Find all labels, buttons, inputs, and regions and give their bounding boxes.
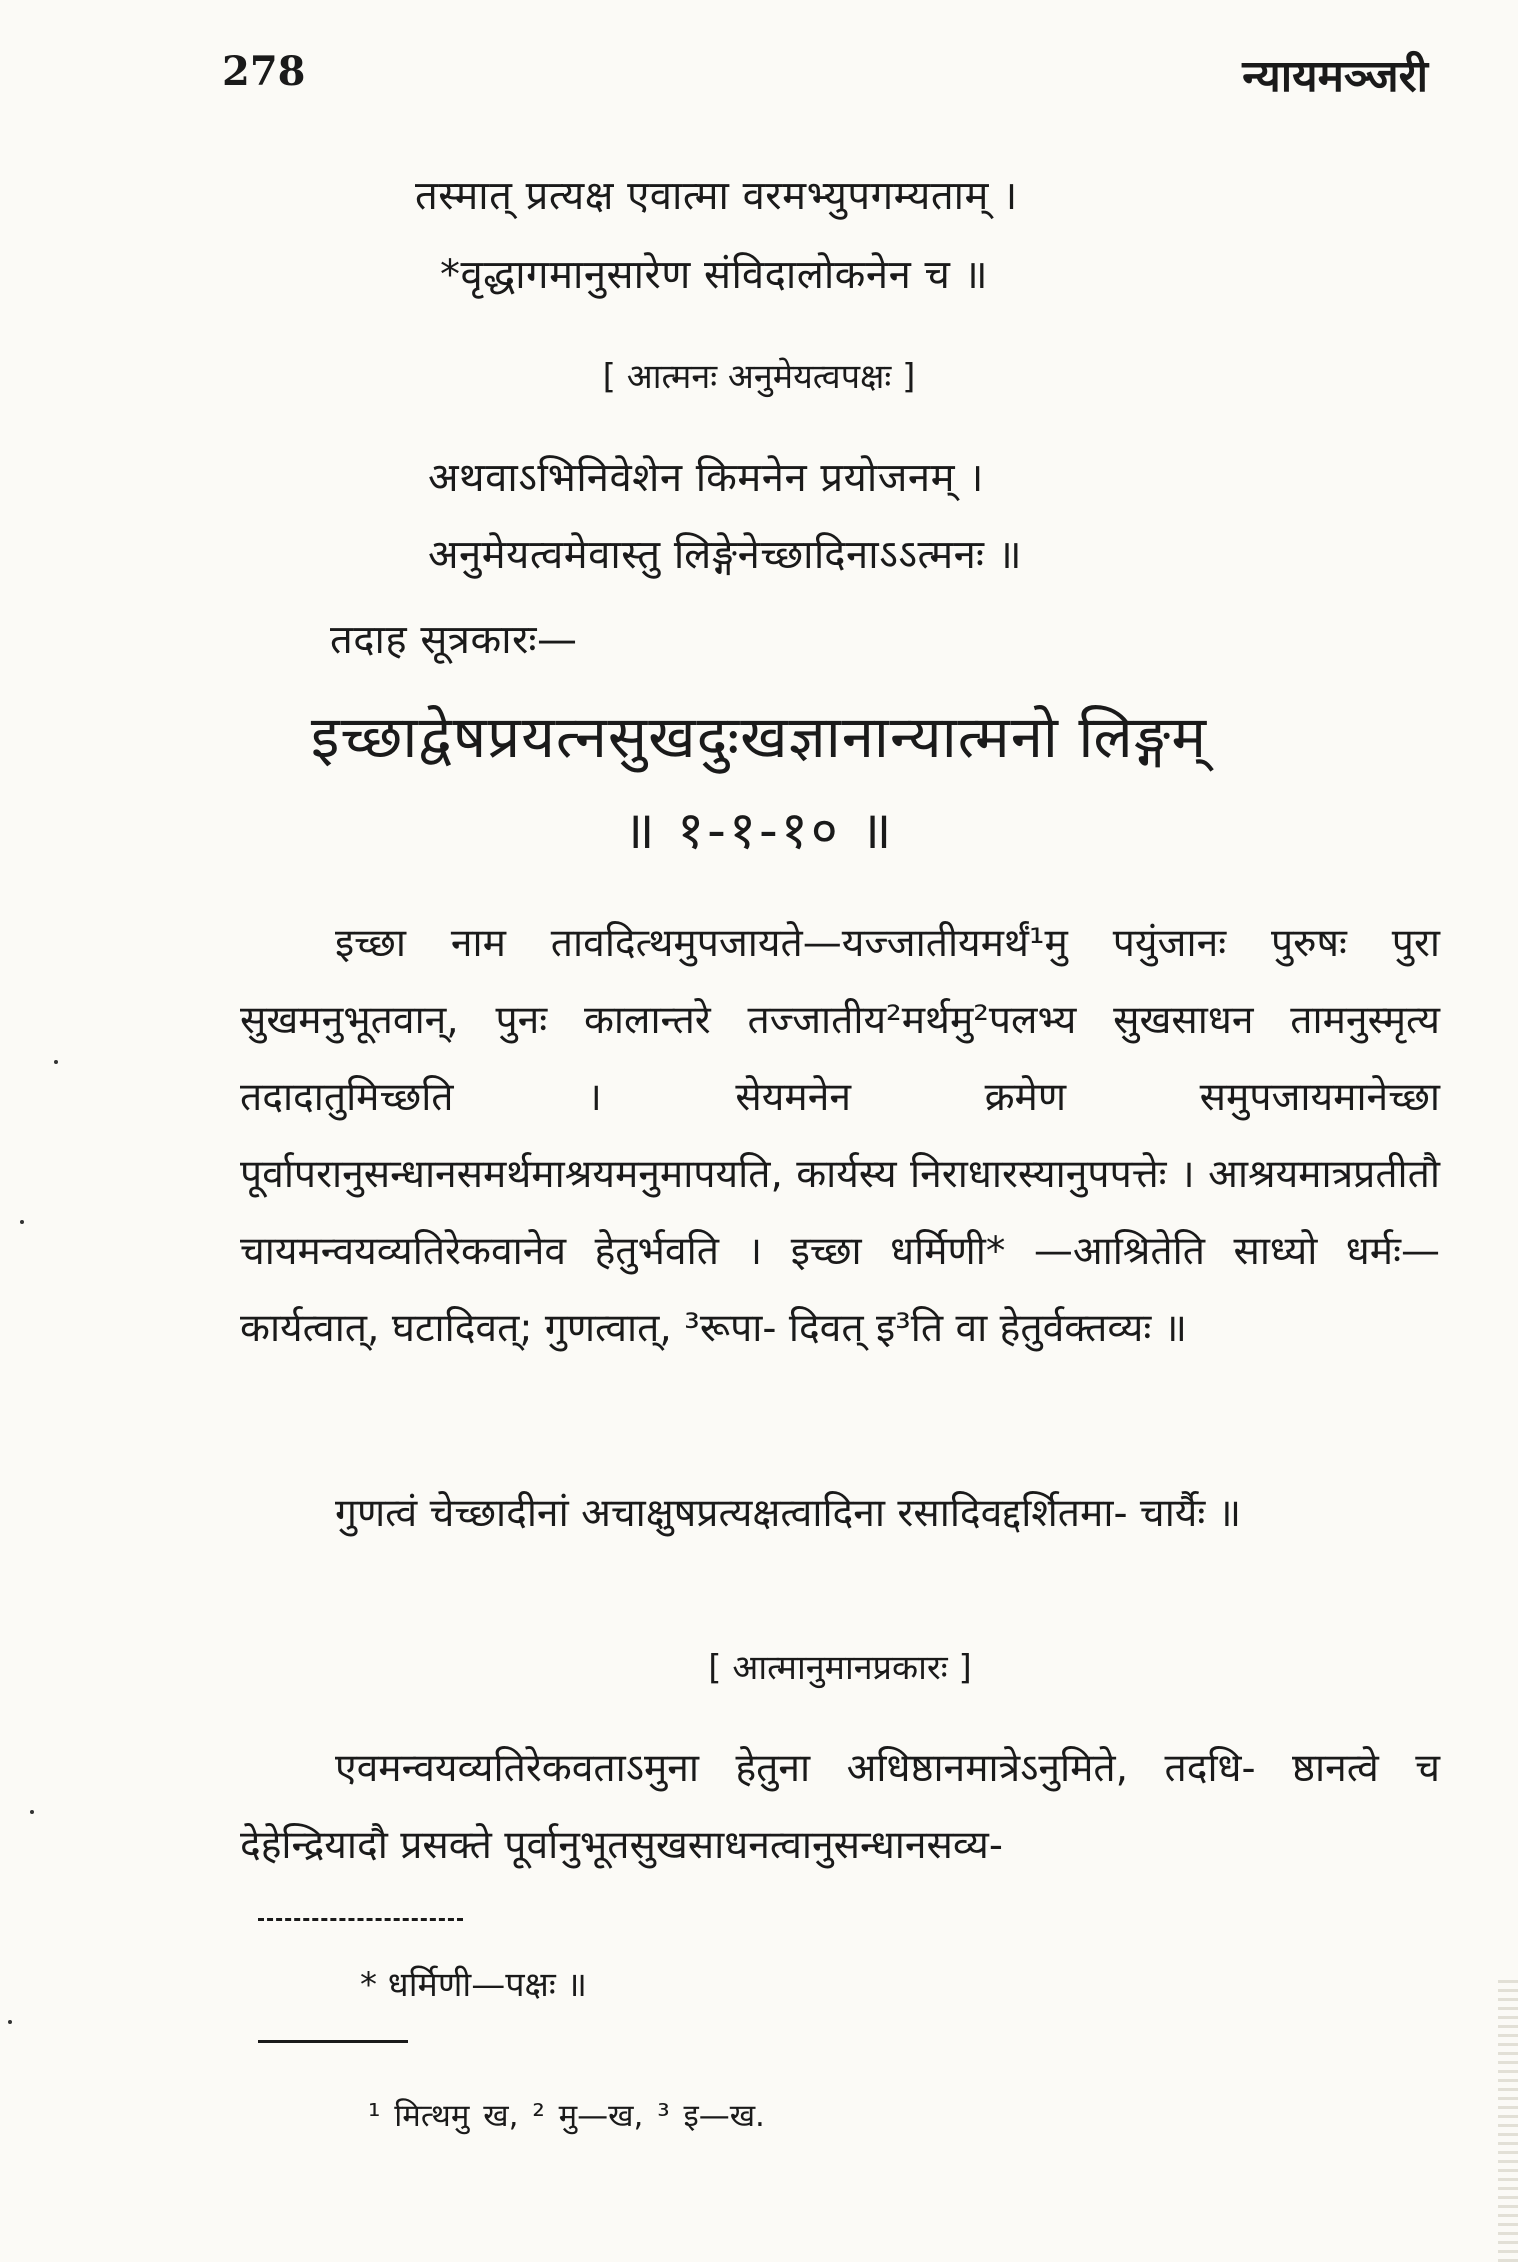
scan-speck xyxy=(8,2020,12,2024)
scan-speck xyxy=(54,1060,58,1064)
commentary-paragraph xyxy=(240,1475,1440,1552)
scan-speck xyxy=(30,1810,34,1814)
variant-readings: ¹ मित्थमु ख, ² मु—ख, ³ इ—ख. xyxy=(368,2098,765,2134)
sutra-intro: तदाह सूत्रकारः— xyxy=(330,617,578,663)
verse-line: तस्मात् प्रत्यक्ष एवात्मा वरमभ्युपगम्यताम् । xyxy=(415,173,1018,219)
verse-line: अनुमेयत्वमेवास्तु लिङ्गेनेच्छादिनाऽऽत्मनः ॥ xyxy=(428,532,1023,578)
variant-separator xyxy=(258,2040,408,2043)
paragraph-text: इच्छा नाम तावदित्थमुपजायते—यज्जातीयमर्थं¹मु पयुंजानः पुरुषः पुरा सुखमनुभूतवान्, पुनः कालान्तरे तज्जातीय²मर्थमु²पलभ्य सुखसाधन तामनुस्मृत्य तदादातुमिच्छति । सेयमनेन क्रमेण समुपजायमानेच्छा पूर्वापरानुसन्धानसमर्थमाश्रयमनुमापयति, कार्यस्य निराधारस्यानुपपत्तेः । आश्रयमात्रप्रतीतौ चायमन्वयव्यतिरेकवानेव हेतुर्भवति । इच्छा धर्मिणी* —आश्रितेति साध्यो धर्मः—कार्यत्वात्, घटादिवत्; गुणत्वात्, ³रूपा- दिवत् इ³ति वा हेतुर्वक्तव्यः ॥ xyxy=(240,921,1440,1351)
sutra-text: इच्छाद्वेषप्रयत्नसुखदुःखज्ञानान्यात्मनो लिङ्गम् xyxy=(310,703,1208,771)
verse-line: *वृद्धागमानुसारेण संविदालोकनेन च ॥ xyxy=(440,252,989,298)
scan-speck xyxy=(20,1220,24,1224)
footnote-separator xyxy=(258,1918,463,1921)
running-title: न्यायमञ्जरी xyxy=(1242,51,1428,102)
paragraph-text: एवमन्वयव्यतिरेकवताऽमुना हेतुना अधिष्ठानमात्रेऽनुमिते, तदधि- ष्ठानत्वे च देहेन्द्रियादौ प्रसक्ते पूर्वानुभूतसुखसाधनत्वानुसन्धानसव्य- xyxy=(240,1746,1440,1868)
page-number: 278 xyxy=(222,48,306,95)
commentary-paragraph xyxy=(240,905,1440,1367)
sutra-number: ॥ १-१-१० ॥ xyxy=(623,801,895,861)
footnote: * धर्मिणी—पक्षः ॥ xyxy=(360,1965,587,2005)
paragraph-text: गुणत्वं चेच्छादीनां अचाक्षुषप्रत्यक्षत्वादिना रसादिवद्दर्शितमा- चार्यैः ॥ xyxy=(335,1491,1242,1536)
section-heading: [ आत्मनः अनुमेयत्वपक्षः ] xyxy=(602,357,916,397)
verse-line: अथवाऽभिनिवेशेन किमनेन प्रयोजनम् । xyxy=(428,455,984,501)
commentary-paragraph xyxy=(240,1730,1440,1884)
page-edge-shadow xyxy=(1498,1980,1518,2262)
section-heading: [ आत्मानुमानप्रकारः ] xyxy=(708,1648,972,1688)
